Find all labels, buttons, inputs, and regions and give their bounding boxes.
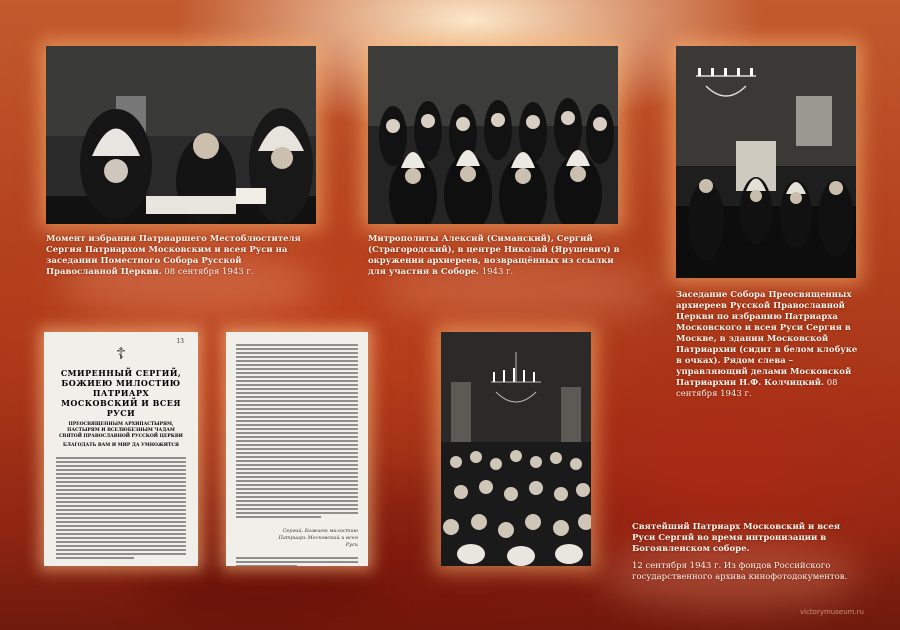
document-page-2 — [226, 332, 368, 566]
caption-enthronement-text: Святейший Патриарх Московский и всея Руси Сергий во время интронизации в Богоявленском соборе. — [632, 522, 841, 554]
caption-election-text: Момент избрания Патриаршего Местоблюстителя Сергия Патриархом Московским и всея Руси на заседании Поместного Собора Русской Православной Церкви. — [46, 234, 301, 277]
caption-metropolitans-text: Митрополиты Алексий (Симанский), Сергий (Страгородский), в центре Николай (Ярушевич) в окружении архиереев, возвращённых из ссылки для участия в Соборе. — [368, 234, 620, 277]
document-title: СМИРЕННЫЙ СЕРГИЙ, БОЖИЕЮ МИЛОСТИЮ ПАТРИАРХ МОСКОВСКИЙ И ВСЕЯ РУСИ — [60, 368, 182, 418]
photo-council-session — [676, 46, 856, 278]
document-page-1 — [44, 332, 198, 566]
photo-metropolitans — [368, 46, 618, 224]
caption-enthronement — [632, 522, 862, 583]
document-signature: Сергий, Божиею милостию Патриарх Московский и всея Руси — [278, 528, 358, 548]
caption-enthronement-date: 12 сентября 1943 г. Из фондов Российского государственного архива кинофотодокументов. — [632, 561, 848, 582]
document-page-number: 13 — [176, 338, 184, 345]
photo-enthronement — [441, 332, 591, 566]
caption-election-moment — [46, 234, 316, 278]
document-greeting: БЛАГОДАТЬ ВАМ И МИР ДА УМНОЖИТСЯ — [63, 443, 179, 448]
cross-icon: ☦ — [115, 344, 127, 363]
caption-council-date: 08 сентября 1943 г. — [676, 378, 838, 399]
caption-election-date: 08 сентября 1943 г. — [164, 267, 254, 277]
caption-metropolitans — [368, 234, 623, 278]
photo-enthronement-image — [441, 332, 591, 566]
watermark: victorymuseum.ru — [800, 608, 864, 616]
caption-metropolitans-date: 1943 г. — [481, 267, 514, 277]
photo-election-image — [46, 46, 316, 224]
document-subtitle: ПРЕОСВЯЩЕННЫМ АРХИПАСТЫРЯМ, ПАСТЫРЯМ И ВСЕЛЮБЕЗНЫМ ЧАДАМ СВЯТОЙ ПРАВОСЛАВНОЙ РУССКОЙ ЦЕРКВИ — [59, 422, 183, 439]
photo-council-image — [676, 46, 856, 278]
caption-council-session — [676, 290, 866, 400]
caption-council-text: Заседание Собора Преосвященных архиереев Русской Православной Церкви по избранию Патриарха Московского и всея Руси Сергия в Москве, в здании Московской Патриархии (сидит в белом клобуке в очках). Рядом слева – управляющий делами Московской Патриархии Н.Ф. Колчицкий. — [676, 290, 858, 388]
cloud-decoration — [140, 560, 380, 620]
photo-metropolitans-image — [368, 46, 618, 224]
photo-election-moment — [46, 46, 316, 224]
